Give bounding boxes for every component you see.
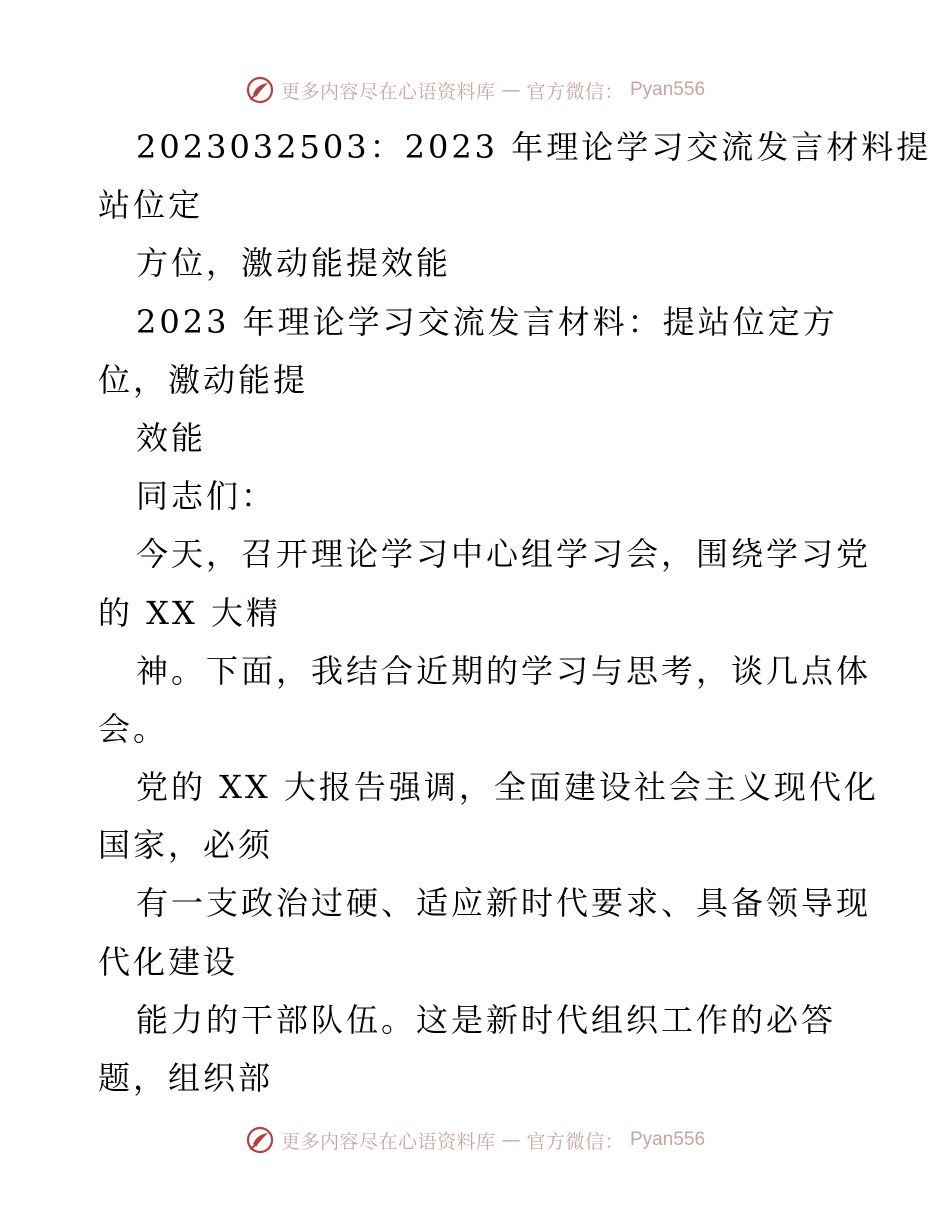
body-text-line: 站位定 (98, 186, 204, 225)
body-text-line: 神。下面，我结合近期的学习与思考，谈几点体 (136, 651, 872, 690)
watermark-wechat-id: Pyan556 (630, 1129, 706, 1150)
watermark-wechat-label: 官方微信： (526, 1130, 624, 1153)
body-text-line: 的 XX 大精 (98, 593, 281, 632)
body-text-line: 代化建设 (98, 942, 239, 981)
footer-watermark (0, 1122, 950, 1158)
body-text-line: 效能 (136, 418, 207, 457)
brand-logo-icon (245, 1125, 275, 1155)
body-text-line: 2023 年理论学习交流发言材料：提站位定方 (136, 302, 838, 341)
watermark-site-text: 更多内容尽在心语资料库 (280, 1130, 496, 1153)
watermark-separator: — (501, 79, 521, 101)
watermark-wechat-label: 官方微信： (526, 80, 624, 103)
body-text-line: 同志们： (136, 477, 277, 516)
watermark-separator: — (501, 1129, 521, 1151)
brand-logo-icon (245, 75, 275, 105)
body-text-line: 有一支政治过硬、适应新时代要求、具备领导现 (136, 884, 872, 923)
body-text-line: 方位，激动能提效能 (136, 244, 452, 283)
body-text-line: 2023032503：2023 年理论学习交流发言材料提 (136, 128, 932, 166)
header-watermark (0, 72, 950, 108)
body-text-line: 今天，召开理论学习中心组学习会，围绕学习党 (136, 535, 872, 574)
body-text-line: 位，激动能提 (98, 360, 309, 399)
body-text-line: 会。 (98, 709, 169, 748)
document-body (98, 118, 932, 1107)
body-text-line: 题，组织部 (98, 1059, 274, 1097)
body-text-line: 能力的干部队伍。这是新时代组织工作的必答 (136, 1000, 837, 1039)
body-text-line: 党的 XX 大报告强调，全面建设社会主义现代化 (136, 768, 879, 807)
watermark-site-text: 更多内容尽在心语资料库 (280, 80, 496, 103)
watermark-wechat-id: Pyan556 (630, 79, 706, 100)
body-text-line: 国家，必须 (98, 826, 274, 865)
